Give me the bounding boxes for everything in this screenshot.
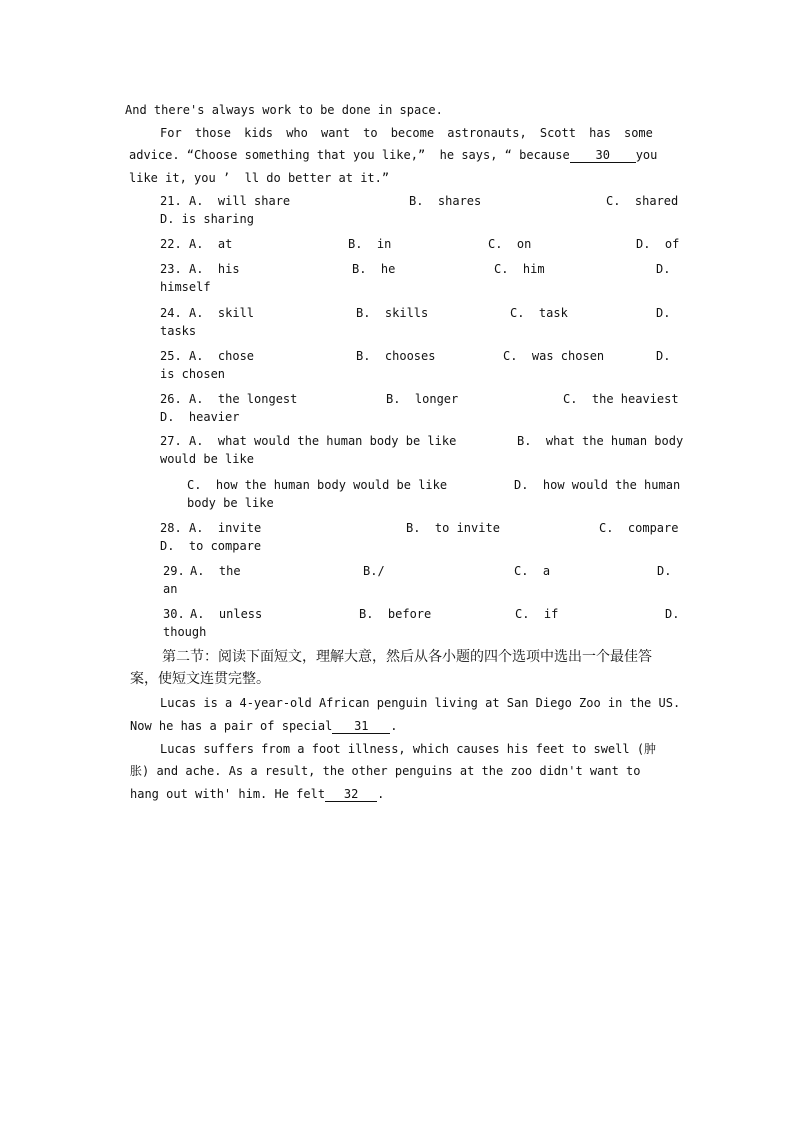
option-c[interactable]: C. if: [515, 607, 559, 621]
option-d[interactable]: though: [163, 625, 207, 639]
option-b[interactable]: B. to invite: [406, 521, 500, 535]
advice-line-2: [129, 146, 657, 164]
option-b[interactable]: B. skills: [356, 306, 429, 320]
option-d[interactable]: an: [163, 582, 178, 596]
option-c[interactable]: C. task: [510, 306, 568, 320]
word: astronauts,: [447, 126, 527, 140]
option-a[interactable]: A. will share: [189, 194, 291, 208]
option-b[interactable]: B. shares: [409, 194, 482, 208]
option-d[interactable]: D. to compare: [160, 539, 262, 553]
option-b[interactable]: B. what the human body: [517, 434, 684, 448]
option-a[interactable]: A. invite: [189, 521, 262, 535]
option-d[interactable]: himself: [160, 280, 211, 294]
question-number: 30.: [163, 607, 185, 621]
option-d[interactable]: D. is sharing: [160, 212, 254, 226]
question-number: 21.: [160, 194, 182, 208]
option-c[interactable]: C. a: [514, 564, 551, 578]
option-b[interactable]: B./: [363, 564, 385, 578]
question-number: 23.: [160, 262, 182, 276]
option-c[interactable]: C. on: [488, 237, 532, 251]
word: has: [589, 126, 611, 140]
option-d[interactable]: D. how would the human: [514, 478, 681, 492]
word: to: [363, 126, 378, 140]
answer-blank-31[interactable]: 31: [332, 719, 390, 734]
passage-text: Now he has a pair of special: [130, 719, 333, 733]
passage-text: hang out with' him. He felt: [130, 787, 326, 801]
passage-text: .: [390, 719, 398, 733]
option-b[interactable]: B. he: [352, 262, 396, 276]
option-a[interactable]: A. the: [190, 564, 241, 578]
passage-line: Lucas is a 4-year-old African penguin living at San Diego Zoo in the US.: [160, 696, 681, 710]
question-number: 22.: [160, 237, 182, 251]
word: Scott: [539, 126, 576, 140]
word: For: [160, 126, 182, 140]
question-number: 27.: [160, 434, 182, 448]
passage-line: [130, 785, 384, 803]
option-d-letter[interactable]: D.: [656, 349, 671, 363]
word: want: [321, 126, 350, 140]
question-number: 29.: [163, 564, 185, 578]
option-d-letter[interactable]: D.: [657, 564, 672, 578]
passage-line: 胀) and ache. As a result, the other penguins at the zoo didn't want to: [130, 764, 641, 778]
option-b-continued[interactable]: would be like: [160, 452, 254, 466]
option-c[interactable]: C. shared: [606, 194, 679, 208]
advice-line-3: like it, you ’ ll do better at it.”: [129, 171, 390, 185]
advice-text: advice. “Choose something that you like,” he says, “ because: [129, 148, 570, 162]
advice-text: you: [635, 148, 658, 162]
option-c[interactable]: C. the heaviest: [563, 392, 679, 406]
option-b[interactable]: B. chooses: [356, 349, 436, 363]
option-d[interactable]: D. of: [636, 237, 680, 251]
word: who: [286, 126, 308, 140]
section-heading-line-1: 第二节：阅读下面短文，理解大意，然后从各小题的四个选项中选出一个最佳答: [162, 650, 652, 665]
option-a[interactable]: A. unless: [190, 607, 263, 621]
question-number: 25.: [160, 349, 182, 363]
option-d[interactable]: tasks: [160, 324, 197, 338]
option-b[interactable]: B. longer: [386, 392, 459, 406]
option-a[interactable]: A. skill: [189, 306, 255, 320]
option-a[interactable]: A. the longest: [189, 392, 298, 406]
option-d-continued[interactable]: body be like: [187, 496, 274, 510]
option-c[interactable]: C. how the human body would be like: [187, 478, 448, 492]
word: those: [194, 126, 231, 140]
passage-text: .: [377, 787, 385, 801]
passage-line: And there's always work to be done in space.: [125, 103, 443, 117]
advice-line-1: [160, 124, 653, 142]
answer-blank-30[interactable]: 30: [570, 148, 636, 163]
option-d-letter[interactable]: D.: [656, 262, 671, 276]
word: become: [390, 126, 435, 140]
option-a[interactable]: A. his: [189, 262, 240, 276]
word: kids: [244, 126, 274, 140]
answer-blank-32[interactable]: 32: [325, 787, 377, 802]
option-d-letter[interactable]: D.: [665, 607, 680, 621]
option-d-letter[interactable]: D.: [656, 306, 671, 320]
option-a[interactable]: A. at: [189, 237, 233, 251]
passage-line: Lucas suffers from a foot illness, which causes his feet to swell (肿: [160, 742, 657, 756]
option-c[interactable]: C. compare: [599, 521, 679, 535]
passage-line: [130, 717, 398, 735]
question-number: 26.: [160, 392, 182, 406]
option-c[interactable]: C. him: [494, 262, 545, 276]
word: some: [623, 126, 653, 140]
option-c[interactable]: C. was chosen: [503, 349, 605, 363]
section-heading-line-2: 案，使短文连贯完整。: [130, 672, 270, 687]
option-a[interactable]: A. chose: [189, 349, 255, 363]
option-b[interactable]: B. in: [348, 237, 392, 251]
question-number: 28.: [160, 521, 182, 535]
option-a[interactable]: A. what would the human body be like: [189, 434, 457, 448]
question-number: 24.: [160, 306, 182, 320]
option-b[interactable]: B. before: [359, 607, 432, 621]
option-d[interactable]: D. heavier: [160, 410, 240, 424]
option-d[interactable]: is chosen: [160, 367, 226, 381]
